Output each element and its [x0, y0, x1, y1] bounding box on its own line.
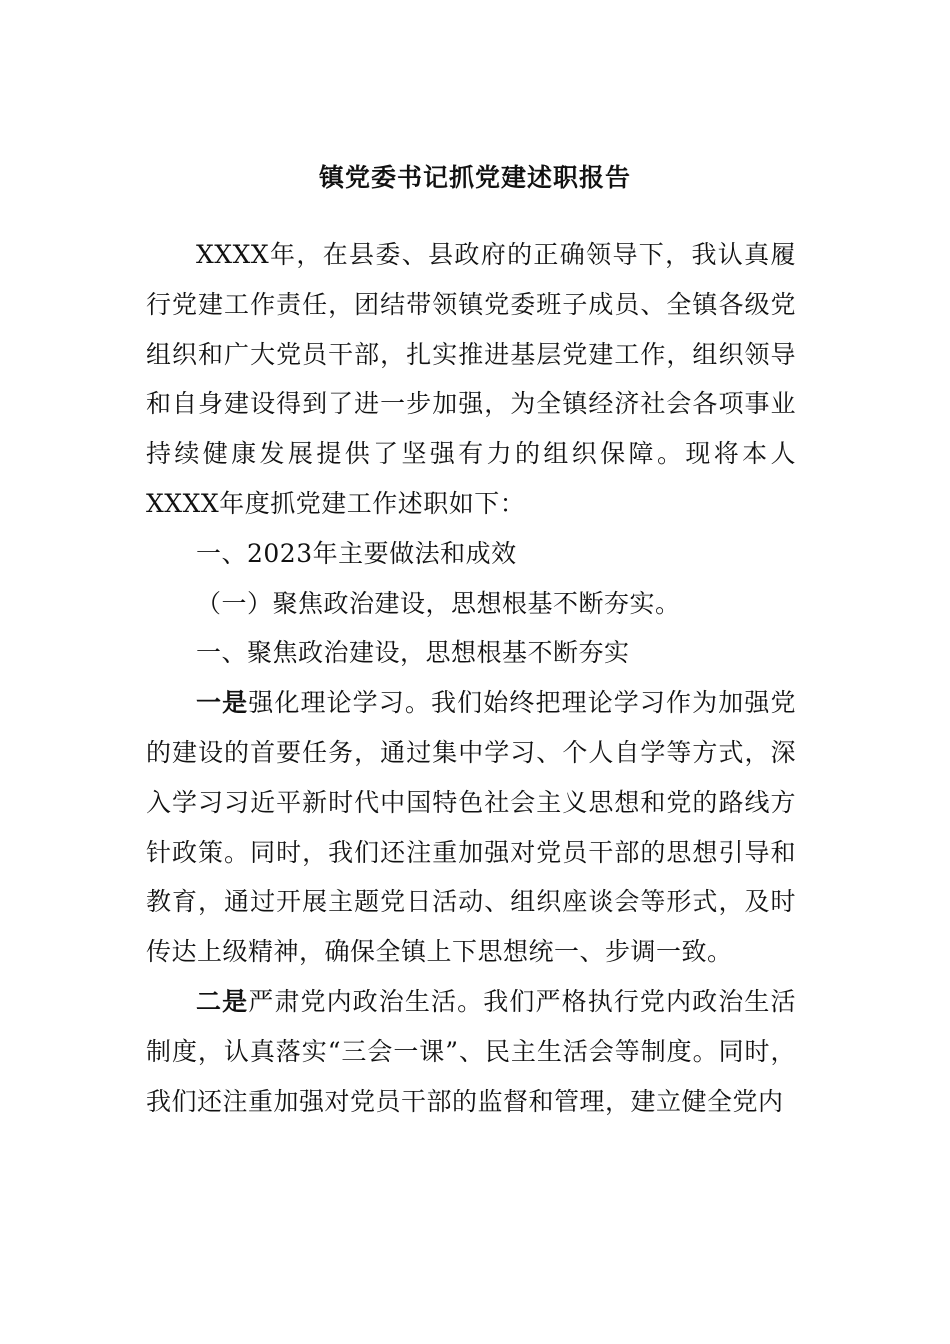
- section-heading: [146, 529, 796, 579]
- subsection-heading-repeat: [146, 628, 796, 678]
- document-title: 镇党委书记抓党建述职报告: [318, 163, 631, 192]
- point-two-paragraph: [146, 977, 796, 1126]
- paragraph-text: 严肃党内政治生活。我们严格执行党内政治生活制度，认真落实“三会一课”、民主生活会等制度。同时，我们还注重加强对党员干部的监督和管理，建立健全党内: [146, 986, 796, 1116]
- paragraph-text: 一、聚焦政治建设，思想根基不断夯实: [196, 638, 630, 668]
- point-one-paragraph: [146, 678, 796, 977]
- subsection-heading: [146, 579, 796, 629]
- paragraph-lead: 二是: [196, 986, 249, 1016]
- paragraph-text: （一）聚焦政治建设，思想根基不断夯实。: [196, 588, 681, 618]
- paragraph-text: 强化理论学习。我们始终把理论学习作为加强党的建设的首要任务，通过集中学习、个人自学等方式，深入学习习近平新时代中国特色社会主义思想和党的路线方针政策。同时，我们还注重加强对党员干部的思想引导和教育，通过开展主题党日活动、组织座谈会等形式，及时传达上级精神，确保全镇上下思想统一、步调一致。: [146, 688, 796, 967]
- document-body: [146, 230, 796, 1126]
- paragraph-text: 一、2023年主要做法和成效: [196, 538, 517, 568]
- paragraph-text: XXXX年，在县委、县政府的正确领导下，我认真履行党建工作责任，团结带领镇党委班子成员、全镇各级党组织和广大党员干部，扎实推进基层党建工作，组织领导和自身建设得到了进一步加强，为全镇经济社会各项事业持续健康发展提供了坚强有力的组织保障。现将本人XXXX年度抓党建工作述职如下：: [146, 240, 796, 518]
- paragraph-lead: 一是: [196, 688, 249, 718]
- intro-paragraph: [146, 230, 796, 529]
